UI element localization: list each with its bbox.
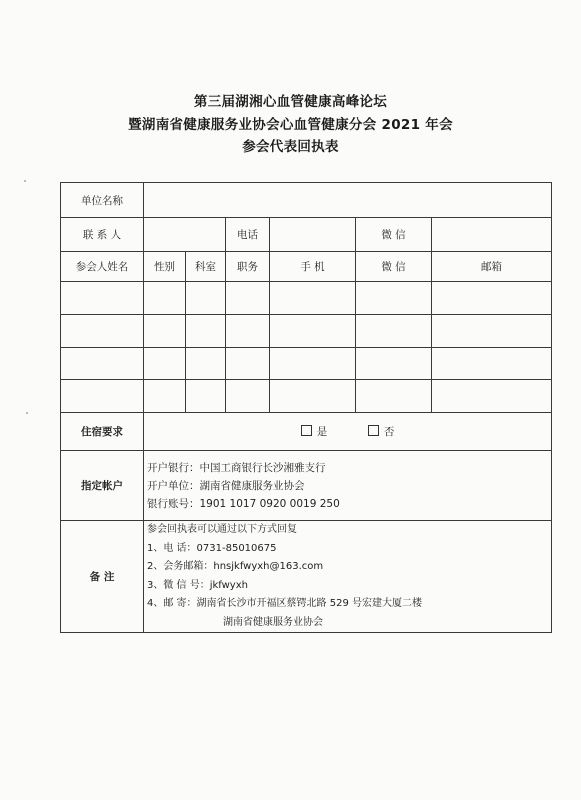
contact-field[interactable] bbox=[144, 218, 226, 252]
form-heading: 参会代表回执表 bbox=[242, 139, 339, 155]
attendee-department-cell[interactable] bbox=[186, 282, 226, 315]
notes-details bbox=[144, 521, 552, 633]
attendee-email-cell[interactable] bbox=[432, 315, 552, 348]
notes-row bbox=[61, 521, 552, 633]
col-header-email: 邮箱 bbox=[432, 252, 552, 282]
unit-name-field[interactable] bbox=[144, 183, 552, 218]
attendee-row bbox=[61, 282, 552, 315]
attendee-email-cell[interactable] bbox=[432, 348, 552, 380]
attendee-gender-cell[interactable] bbox=[144, 282, 186, 315]
attendee-wechat-cell[interactable] bbox=[356, 282, 432, 315]
attendee-row bbox=[61, 348, 552, 380]
attendee-email-cell[interactable] bbox=[432, 282, 552, 315]
attendee-mobile-cell[interactable] bbox=[270, 282, 356, 315]
phone-field[interactable] bbox=[270, 218, 356, 252]
bank-name-line: 开户银行：中国工商银行长沙湘雅支行 bbox=[147, 461, 326, 474]
scan-speck bbox=[26, 412, 28, 414]
account-row bbox=[61, 451, 552, 521]
col-header-position: 职务 bbox=[226, 252, 270, 282]
notes-intro: 参会回执表可以通过以下方式回复 bbox=[147, 524, 297, 535]
notes-label: 备 注 bbox=[61, 521, 144, 633]
attendee-position-cell[interactable] bbox=[226, 348, 270, 380]
scan-speck bbox=[24, 180, 26, 182]
col-header-gender: 性别 bbox=[144, 252, 186, 282]
lodging-options bbox=[144, 413, 552, 451]
lodging-row bbox=[61, 413, 552, 451]
attendee-mobile-cell[interactable] bbox=[270, 380, 356, 413]
attendee-position-cell[interactable] bbox=[226, 315, 270, 348]
registration-form-table bbox=[60, 182, 552, 633]
attendee-name-cell[interactable] bbox=[61, 348, 144, 380]
attendee-gender-cell[interactable] bbox=[144, 348, 186, 380]
wechat-label: 微 信 bbox=[356, 218, 432, 252]
bank-unit-line: 开户单位：湖南省健康服务业协会 bbox=[147, 479, 305, 492]
unit-name-label: 单位名称 bbox=[61, 183, 144, 218]
notes-email: 2、会务邮箱：hnsjkfwyxh@163.com bbox=[147, 561, 324, 572]
attendee-row bbox=[61, 380, 552, 413]
attendee-department-cell[interactable] bbox=[186, 380, 226, 413]
attendee-header-row bbox=[61, 252, 552, 282]
attendee-department-cell[interactable] bbox=[186, 348, 226, 380]
form-title: 第三届湖湘心血管健康高峰论坛 bbox=[193, 94, 388, 110]
attendee-name-cell[interactable] bbox=[61, 380, 144, 413]
col-header-name: 参会人姓名 bbox=[61, 252, 144, 282]
attendee-row bbox=[61, 315, 552, 348]
wechat-field[interactable] bbox=[432, 218, 552, 252]
col-header-department: 科室 bbox=[186, 252, 226, 282]
contact-label: 联 系 人 bbox=[61, 218, 144, 252]
attendee-wechat-cell[interactable] bbox=[356, 348, 432, 380]
notes-wechat: 3、微 信 号：jkfwyxh bbox=[147, 579, 248, 591]
attendee-wechat-cell[interactable] bbox=[356, 380, 432, 413]
account-label: 指定帐户 bbox=[61, 451, 144, 521]
contact-row bbox=[61, 218, 552, 252]
attendee-name-cell[interactable] bbox=[61, 315, 144, 348]
form-subtitle: 暨湖南省健康服务业协会心血管健康分会 2021 年会 bbox=[128, 117, 453, 133]
phone-label: 电话 bbox=[226, 218, 270, 252]
notes-phone: 1、电 话：0731-85010675 bbox=[147, 542, 277, 554]
col-header-mobile: 手 机 bbox=[270, 252, 356, 282]
notes-mail-address: 4、邮 寄：湖南省长沙市开福区蔡锷北路 529 号宏建大厦二楼 bbox=[147, 598, 422, 609]
notes-mail-org: 湖南省健康服务业协会 bbox=[223, 616, 323, 628]
lodging-no-checkbox[interactable] bbox=[368, 425, 379, 436]
account-details bbox=[144, 451, 552, 521]
lodging-yes-label: 是 bbox=[316, 426, 328, 438]
lodging-label: 住宿要求 bbox=[61, 413, 144, 451]
attendee-position-cell[interactable] bbox=[226, 282, 270, 315]
col-header-wechat: 微 信 bbox=[356, 252, 432, 282]
attendee-name-cell[interactable] bbox=[61, 282, 144, 315]
attendee-department-cell[interactable] bbox=[186, 315, 226, 348]
lodging-no-label: 否 bbox=[383, 426, 395, 438]
unit-name-row bbox=[61, 183, 552, 218]
attendee-wechat-cell[interactable] bbox=[356, 315, 432, 348]
attendee-position-cell[interactable] bbox=[226, 380, 270, 413]
bank-account-line: 银行账号：1901 1017 0920 0019 250 bbox=[147, 497, 340, 510]
lodging-yes-checkbox[interactable] bbox=[301, 425, 312, 436]
attendee-gender-cell[interactable] bbox=[144, 380, 186, 413]
attendee-mobile-cell[interactable] bbox=[270, 348, 356, 380]
attendee-gender-cell[interactable] bbox=[144, 315, 186, 348]
attendee-email-cell[interactable] bbox=[432, 380, 552, 413]
attendee-mobile-cell[interactable] bbox=[270, 315, 356, 348]
